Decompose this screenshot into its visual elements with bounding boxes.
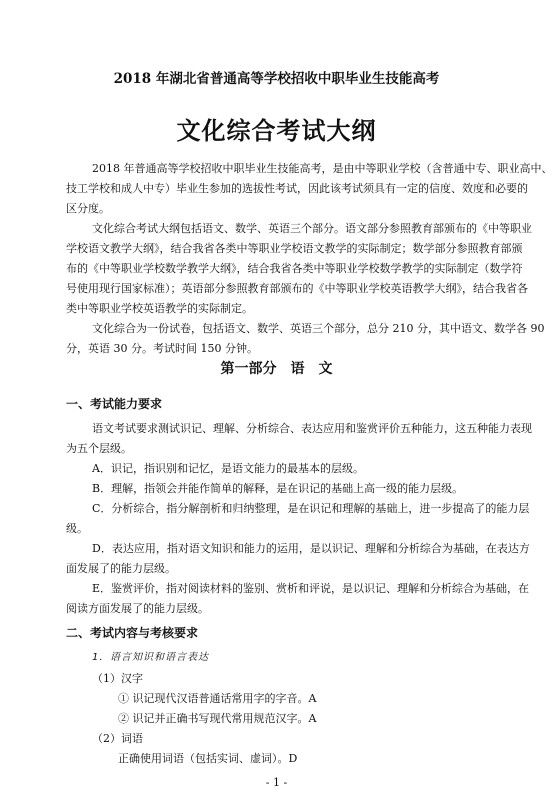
- level-d-line-1: D．表达应用，指对语文知识和能力的运用，是以识记、理解和分析综合为基础，在表达方: [92, 542, 530, 555]
- level-d-line-2: 面发展了的能力层级。: [66, 562, 176, 575]
- sub-item-1-heading: （1）汉字: [92, 672, 143, 685]
- document-subtitle: 2018 年湖北省普通高等学校招收中职毕业生技能高考: [113, 71, 440, 87]
- intro-paragraph-3-line-1: 文化综合为一份试卷，包括语文、数学、英语三个部分，总分 210 分，其中语文、数学各 90: [92, 322, 545, 335]
- level-c-line-1: C．分析综合，指分解剖析和归纳整理，是在识记和理解的基础上，进一步提高了的能力层: [92, 502, 530, 515]
- intro-paragraph-1-line-1: 2018 年普通高等学校招收中职毕业生技能高考，是由中等职业学校（含普通中专、职业高中、: [92, 162, 553, 175]
- level-a: A．识记，指识别和记忆，是语文能力的最基本的层级。: [92, 462, 364, 475]
- intro-paragraph-2-line-2: 学校语文教学大纲》，结合我省各类中等职业学校语文教学的实际制定；数学部分参照教育部颁: [66, 242, 523, 255]
- level-c-line-2: 级。: [66, 522, 88, 535]
- intro-paragraph-2-line-3: 布的《中等职业学校数学教学大纲》，结合我省各类中等职业学校数学教学的实际制定（数学符: [66, 262, 523, 275]
- intro-paragraph-2-line-1: 文化综合考试大纲包括语文、数学、英语三个部分。语文部分参照教育部颁布的《中等职业: [92, 222, 532, 235]
- part-1-title: 第一部分 语 文: [220, 361, 333, 377]
- section-1-intro-line-2: 为五个层级。: [66, 442, 132, 455]
- sub-item-1-point-2: ② 识记并正确书写现代常用规范汉字。A: [118, 712, 317, 725]
- intro-paragraph-1-line-3: 区分度。: [66, 202, 110, 215]
- section-2-heading: 二、考试内容与考核要求: [66, 626, 199, 640]
- sub-item-1-point-1: ① 识记现代汉语普通话常用字的字音。A: [118, 692, 317, 705]
- level-b: B．理解，指领会并能作简单的解释，是在识记的基础上高一级的能力层级。: [92, 482, 464, 495]
- intro-paragraph-2-line-4: 号使用现行国家标准）；英语部分参照教育部颁布的《中等职业学校英语教学大纲》，结合我省各: [66, 282, 528, 295]
- intro-paragraph-3-line-2: 分，英语 30 分。考试时间 150 分钟。: [66, 342, 258, 355]
- section-1-intro-line-1: 语文考试要求测试识记、理解、分析综合、表达应用和鉴赏评价五种能力，这五种能力表现: [92, 422, 532, 435]
- intro-paragraph-1-line-2: 技工学校和成人中专）毕业生参加的选拔性考试，因此该考试须具有一定的信度、效度和必要的: [66, 182, 528, 195]
- sub-item-2-point-1: 正确使用词语（包括实词、虚词）。D: [118, 752, 298, 765]
- item-1-heading: 1．语言知识和语言表达: [92, 652, 210, 663]
- page-number: - 1 -: [265, 776, 288, 789]
- level-e-line-2: 阅读方面发展了的能力层级。: [66, 602, 209, 615]
- section-1-heading: 一、考试能力要求: [66, 397, 163, 411]
- level-e-line-1: E．鉴赏评价，指对阅读材料的鉴别、赏析和评说，是以识记、理解和分析综合为基础，在: [92, 582, 530, 595]
- document-title: 文化综合考试大纲: [176, 116, 377, 145]
- sub-item-2-heading: （2）词语: [92, 732, 143, 745]
- intro-paragraph-2-line-5: 类中等职业学校英语教学的实际制定。: [66, 302, 253, 315]
